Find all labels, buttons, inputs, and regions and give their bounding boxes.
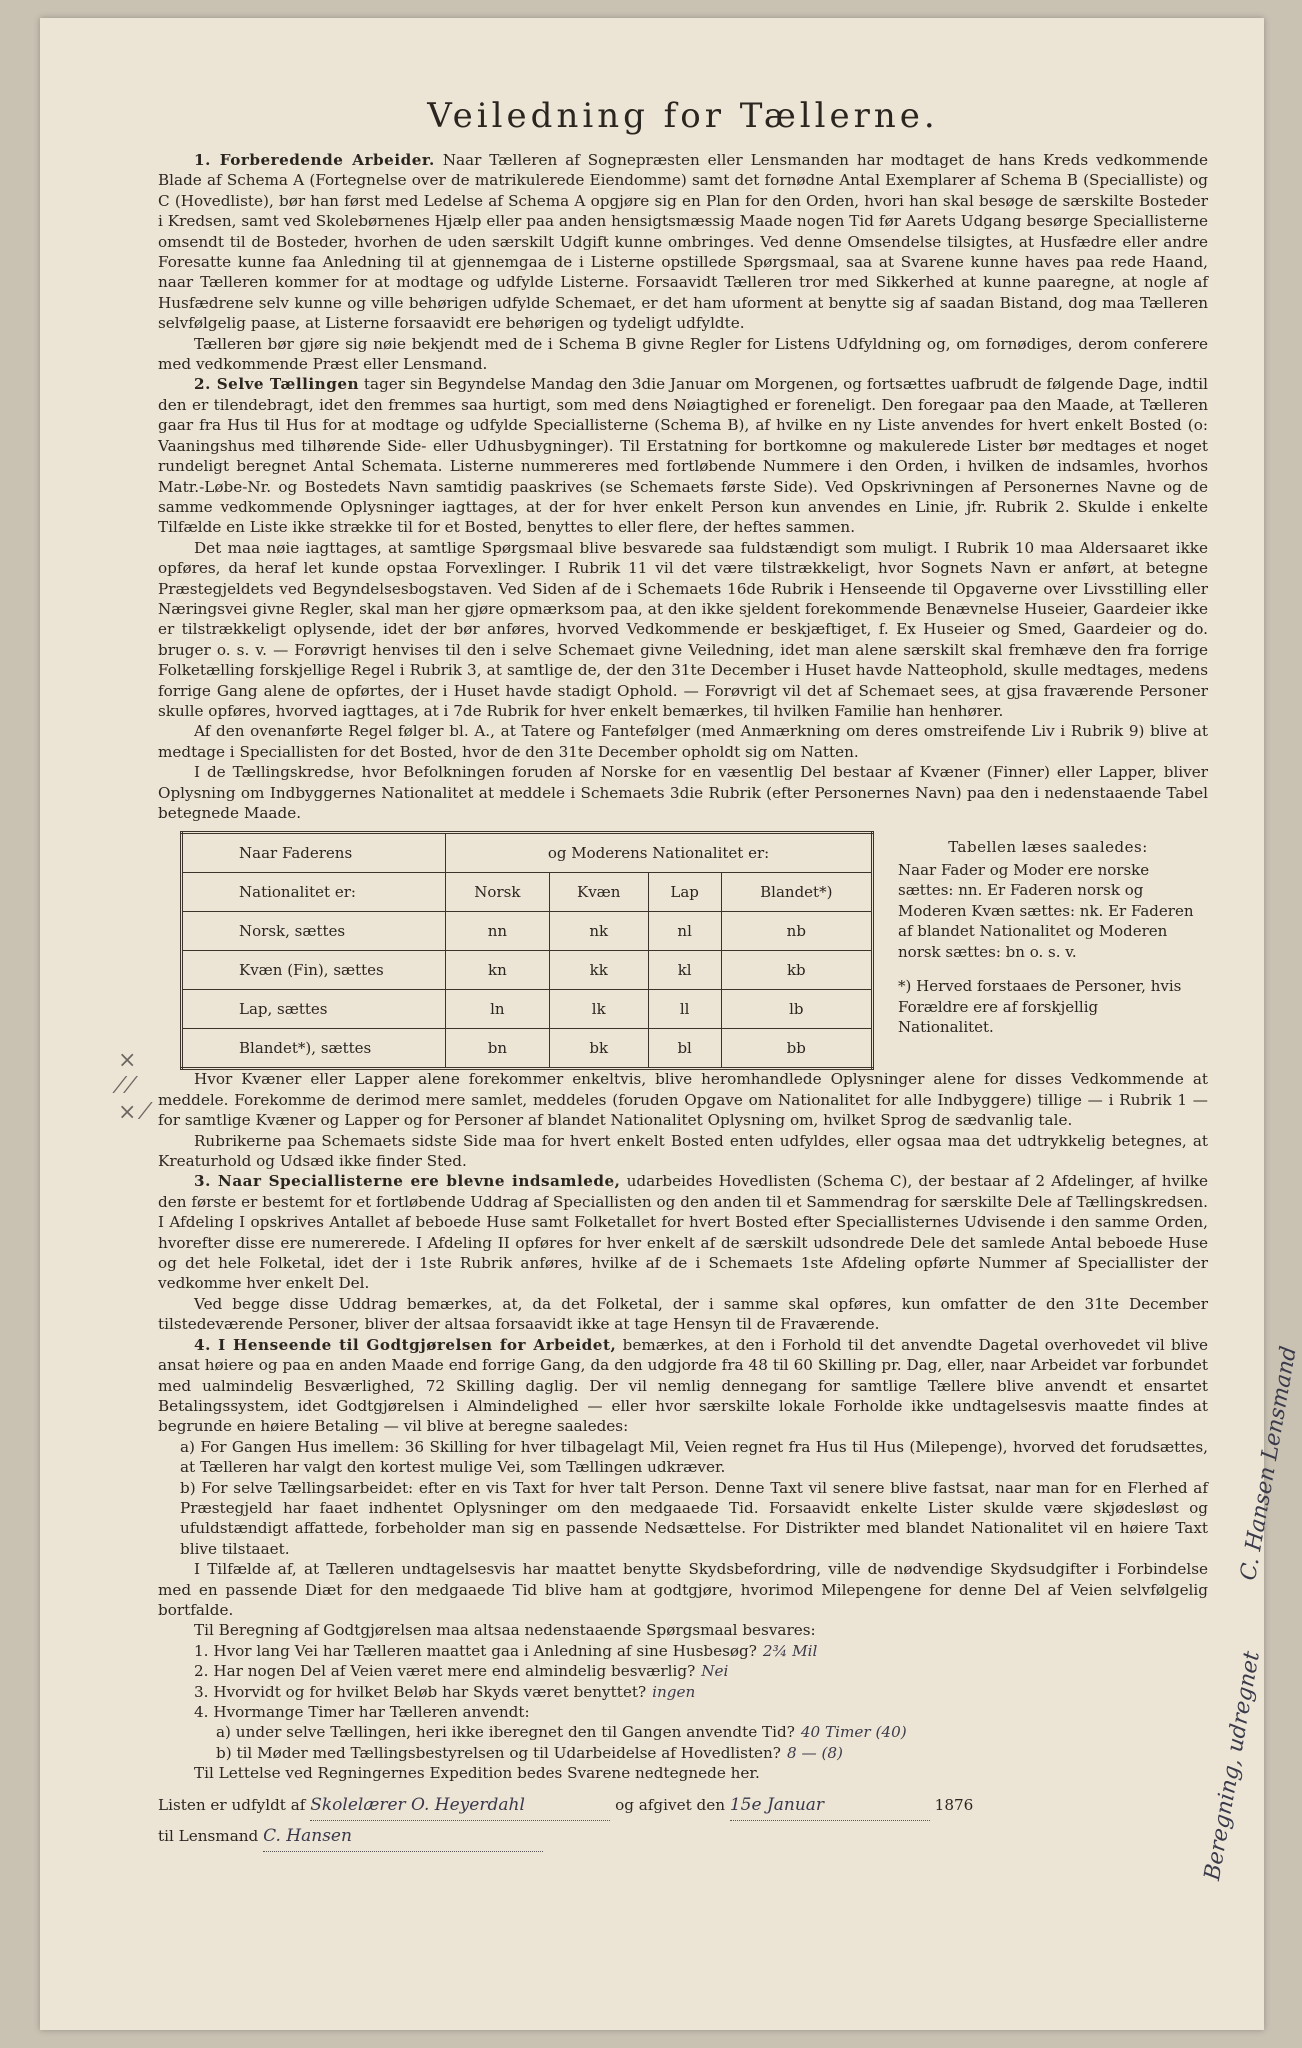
table-head-father-1: Naar Faderens bbox=[182, 833, 446, 873]
nationality-table-area bbox=[158, 831, 1208, 1063]
after-table-paragraph-1: Hvor Kvæner eller Lapper alene forekommer enkeltvis, blive heromhandlede Oplysninger alene for disses Vedkommende at meddele. Forekomme de derimod mere samlet, meddeles (foruden Opgave om Nationalitet for alle Indbyggere) tillige — i Rubrik 1 — for samtlige Kvæner og Lapper og for Personer af blandet Nationalitet Oplysning om, hvilket Sprog de sædvanlig tale. bbox=[158, 1070, 1208, 1130]
answer-2[interactable]: Nei bbox=[701, 1662, 729, 1681]
table-explanation bbox=[898, 837, 1198, 1038]
table-cell: kb bbox=[721, 951, 872, 990]
question-2-text: 2. Har nogen Del af Veien været mere end almindelig besværlig? bbox=[194, 1662, 696, 1681]
question-1 bbox=[194, 1641, 1208, 1661]
delivered-date[interactable]: 15e Januar bbox=[730, 1790, 930, 1821]
section-4-item-a: a) For Gangen Hus imellem: 36 Skilling for hver tilbagelagt Mil, Veien regnet fra Hus til Hus (Milepenge), hvorved det forudsættes, at Tælleren har valgt den kortest mulige Vei, som Tællingen udkræver. bbox=[180, 1437, 1208, 1477]
section-3-paragraph-2: Ved begge disse Uddrag bemærkes, at, da det Folketal, der i samme skal opføres, kun omfatter de den 31te December tilstedeværende Personer, bliver der altsaa forsaavidt ikke at tage Hensyn til de Fraværende. bbox=[158, 1294, 1208, 1334]
answer-4a[interactable]: 40 Timer (40) bbox=[800, 1723, 907, 1742]
section-1-paragraph-2: Tælleren bør gjøre sig nøie bekjendt med de i Schema B givne Regler for Listens Udfyldning og, om fornødiges, derom conferere med vedkommende Præst eller Lensmand. bbox=[158, 334, 1208, 374]
question-3-text: 3. Hvorvidt og for hvilket Beløb har Skyds været benyttet? bbox=[194, 1682, 647, 1701]
section-1-paragraph bbox=[158, 150, 1208, 334]
table-note-heading: Tabellen læses saaledes: bbox=[948, 838, 1148, 857]
answer-4b[interactable]: 8 — (8) bbox=[786, 1743, 843, 1762]
table-cell: lk bbox=[549, 990, 648, 1029]
table-col-header: Norsk bbox=[446, 873, 550, 912]
delivered-label: og afgivet den bbox=[615, 1795, 726, 1814]
document-page bbox=[40, 18, 1302, 2030]
section-4-paragraph-2: I Tilfælde af, at Tælleren undtagelsesvis har maattet benytte Skydsbefordring, ville de nødvendige Skydsudgifter i Forbindelse med en passende Diæt for den medgaaede Tid blive ham at godtgjøre, hvorimod Milepengene for denne Del af Veien selvfølgelig bortfalde. bbox=[158, 1560, 1208, 1619]
section-2-paragraph-2: Det maa nøie iagttages, at samtlige Spørgsmaal blive besvarede saa fuldstændigt som muligt. I Rubrik 10 maa Aldersaaret ikke opføres, da heraf let kunde opstaa Forvexlinger. I Rubrik 11 vil det være tilstrækkeligt, hvor Sognets Navn er anført, at betegne Præstegjeldets ved Begyndelsesbogstaven. Ved Siden af de i Schemaets 16de Rubrik i Henseende til Opgaverne over Livsstilling eller Næringsvei givne Regler, skal man her gjøre opmærksom paa, at den ikke sjeldent forekommende Benævnelse Huseier, Gaardeier ikke er tilstrækkeligt oplysende, idet der bør anføres, hvorved Vedkommende er beskjæftiget, f. Ex Huseier og Smed, Gaardeier og do. bruger o. s. v. — Forøvrigt henvises til den i selve Schemaet givne Veiledning, idet man alene særskilt skal fremhæve den fra forrige Folketælling forskjellige Regel i Rubrik 3, at samtlige de, der den 31te December i Huset havde Natteophold, skulle medtages, medens forrige Gang alene de opførtes, der i Huset havde stadigt Ophold. — Forøvrigt vil det af Schemaet sees, at gjsa fraværende Personer skulle opføres, hvorved iagttages, at i 7de Rubrik for hver enkelt bemærkes, til hvilken Familie han henhører. bbox=[158, 538, 1208, 720]
lensmand-label: til Lensmand bbox=[158, 1826, 259, 1845]
question-list bbox=[194, 1641, 1208, 1763]
signature-line-2 bbox=[158, 1821, 1208, 1852]
section-2-paragraph bbox=[158, 374, 1208, 537]
table-cell: kl bbox=[648, 951, 721, 990]
question-4b bbox=[194, 1743, 1208, 1763]
section-3-heading: 3. Naar Speciallisterne ere blevne indsamlede, bbox=[194, 1172, 621, 1191]
margin-pencil-marks: × ⁄ ⁄ × ⁄ bbox=[118, 1048, 148, 1125]
section-4-heading: 4. I Henseende til Godtgjørelsen for Arbeidet, bbox=[194, 1335, 617, 1354]
section-1-text: Naar Tælleren af Sognepræsten eller Lensmanden har modtaget de hans Kreds vedkommende Blade af Schema A (Fortegnelse over de matrikulerede Eiendomme) samt det fornødne Antal Exemplarer af Schema B (Specialliste) og C (Hovedliste), bør han først med Ledelse af Schema A opgjøre sig en Plan for den Orden, hvori han skal besøge de særskilte Bosteder i Kredsen, samt ved Skolebørnenes Hjælp eller paa anden hensigtsmæssig Maade nogen Tid før Aarets Udgang besørge Speciallisterne omsendt til de Bosteder, hvorhen de uden særskilt Udgift kunne ombringes. Ved denne Omsendelse tilsigtes, at Husfædre eller andre Foresatte kunne faa Anledning til at gjennemgaa de i Listerne opstillede Spørgsmaal, saa at Svarene kunne haves paa rede Haand, naar Tælleren kommer for at modtage og udfylde Listerne. Forsaavidt Tælleren tror med Sikkerhed at kunne paaregne, at nogle af Husfædrene selv kunne og ville behørigen udfylde Schemaet, er det ham uforment at benytte sig af saadan Bistand, dog maa Tælleren selvfølgelig paase, at Listerne forsaavidt ere behørigen og tydeligt udfyldte. bbox=[158, 151, 1208, 333]
filled-by-signature[interactable]: Skolelærer O. Heyerdahl bbox=[310, 1790, 610, 1821]
table-head-father-2: Nationalitet er: bbox=[182, 873, 446, 912]
table-row-label: Norsk, sættes bbox=[182, 912, 446, 951]
table-cell: bk bbox=[549, 1029, 648, 1069]
table-footnote: *) Herved forstaaes de Personer, hvis Forældre ere af forskjellig Nationalitet. bbox=[898, 977, 1182, 1037]
signature-block bbox=[158, 1790, 1208, 1852]
question-4a-text: a) under selve Tællingen, heri ikke iberegnet den til Gangen anvendte Tid? bbox=[216, 1723, 795, 1742]
question-4b-text: b) til Møder med Tællingsbestyrelsen og til Udarbeidelse af Hovedlisten? bbox=[216, 1743, 781, 1762]
table-cell: nb bbox=[721, 912, 872, 951]
section-4-paragraph bbox=[158, 1335, 1208, 1437]
table-cell: ll bbox=[648, 990, 721, 1029]
document-body bbox=[158, 96, 1208, 1852]
question-1-text: 1. Hvor lang Vei har Tælleren maattet gaa i Anledning af sine Husbesøg? bbox=[194, 1641, 757, 1660]
table-cell: nl bbox=[648, 912, 721, 951]
year: 1876 bbox=[934, 1795, 974, 1814]
section-4-item-b: b) For selve Tællingsarbeidet: efter en vis Taxt for hver talt Person. Denne Taxt vil senere blive fastsat, naar man for en Flerhed af Præstegjeld har faaet indhentet Oplysninger om den medgaaede Tid. Forsaavidt enkelte Lister skulde være skjødesløst og ufuldstændigt affattede, forbeholder man sig en passende Nedsættelse. For Distrikter med blandet Nationalitet vil en høiere Taxt blive tilstaaet. bbox=[180, 1478, 1208, 1558]
question-2 bbox=[194, 1661, 1208, 1681]
answer-1[interactable]: 2¾ Mil bbox=[762, 1641, 818, 1660]
section-2-text: tager sin Begyndelse Mandag den 3die Januar om Morgenen, og fortsættes uafbrudt de følgende Dage, indtil den er tilendebragt, idet den fremmes saa hurtigt, som med dens Nøiagtighed er foreneligt. Den foregaar paa den Maade, at Tælleren gaar fra Hus til Hus for at modtage og udfylde Speciallisterne (Schema B), af hvilke en ny Liste anvendes for hvert enkelt Bosted (o: Vaaningshus med tilhørende Side- eller Udhusbygninger). Til Erstatning for bortkomne og makulerede Lister bør medtages et noget rundeligt beregnet Antal Schemata. Listerne nummereres med fortløbende Nummere i den Orden, i hvilken de indsamles, hvorhos Matr.-Løbe-Nr. og Bostedets Navn samtidig paaskrives (se Schemaets første Side). Ved Opskrivningen af Personernes Navne og de samme vedkommende Oplysninger iagttages, at der for hver enkelt Person kun anvendes en Linie, jfr. Rubrik 2. Skulde i enkelte Tilfælde en Liste ikke strække til for et Bosted, benyttes to eller flere, der heftes sammen. bbox=[158, 375, 1209, 537]
table-row bbox=[182, 1029, 873, 1069]
table-col-header: Kvæn bbox=[549, 873, 648, 912]
page-title: Veiledning for Tællerne. bbox=[427, 96, 939, 136]
section-4-paragraph-3: Til Beregning af Godtgjørelsen maa altsaa nedenstaaende Spørgsmaal besvares: bbox=[194, 1621, 816, 1640]
filled-by-label: Listen er udfyldt af bbox=[158, 1795, 306, 1814]
table-col-header: Lap bbox=[648, 873, 721, 912]
table-row bbox=[182, 912, 873, 951]
question-3 bbox=[194, 1682, 1208, 1702]
margin-handwritten-note-2: C. Hansen Lensmand bbox=[1236, 1344, 1302, 1583]
lensmand-signature[interactable]: C. Hansen bbox=[263, 1821, 543, 1852]
section-2-paragraph-3: Af den ovenanførte Regel følger bl. A., at Tatere og Fantefølger (med Anmærkning om deres omstreifende Liv i Rubrik 9) blive at medtage i Speciallisten for det Bosted, hvor de den 31te December opholdt sig om Natten. bbox=[158, 722, 1208, 761]
section-3-text: udarbeides Hovedlisten (Schema C), der bestaar af 2 Afdelinger, af hvilke den første er bestemt for et fortløbende Uddrag af Speciallisten og den anden til et Sammendrag for særskilte Dele af Tællingskredsen. I Afdeling I opskrives Antallet af beboede Huse samt Folketallet for hvert Bosted efter Speciallisternes Udvisende i den samme Orden, hvorefter disse ere numererede. I Afdeling II opføres for hver enkelt af de særskilt udsondrede Dele det samlede Antal beboede Huse og det hele Folketal, idet der i 1ste Rubrik anføres, hvilke af de i Schemaets 1ste Afdeling opførte Nummer af Speciallister der vedkomme hver enkelt Del. bbox=[158, 1172, 1209, 1293]
table-cell: ln bbox=[446, 990, 550, 1029]
table-row bbox=[182, 990, 873, 1029]
section-2-paragraph-4: I de Tællingskredse, hvor Befolkningen foruden af Norske for en væsentlig Del bestaar af Kvæner (Finner) eller Lapper, bliver Oplysning om Indbyggernes Nationalitet at meddele i Schemaets 3die Rubrik (efter Personernes Navn) paa den i nedenstaaende Tabel betegnede Maade. bbox=[158, 763, 1208, 822]
table-row bbox=[182, 951, 873, 990]
table-col-header: Blandet*) bbox=[721, 873, 872, 912]
section-4-text: bemærkes, at den i Forhold til det anvendte Dagetal overhovedet vil blive ansat høiere og paa en anden Maade end forrige Gang, da den udgjorde fra 48 til 60 Skilling pr. Dag, eller, naar Arbeidet var forbundet med ualmindelig Besværlighed, 72 Skilling daglig. Der vil nemlig dennegang for samtlige Tællere blive anvendt et ensartet Betalingssystem, idet Godtgjørelsen i Almindelighed — eller hvor særskilte lokale Forholde ikke undtagelsesvis maatte findes at begrunde en høiere Betaling — vil blive at beregne saaledes: bbox=[158, 1335, 1209, 1436]
table-cell: kk bbox=[549, 951, 648, 990]
section-4-paragraph-4: Til Lettelse ved Regningernes Expedition bedes Svarene nedtegnede her. bbox=[194, 1764, 760, 1783]
table-cell: nn bbox=[446, 912, 550, 951]
question-4-text: 4. Hvormange Timer har Tælleren anvendt: bbox=[194, 1703, 530, 1721]
table-cell: nk bbox=[549, 912, 648, 951]
section-1-heading: 1. Forberedende Arbeider. bbox=[194, 151, 435, 169]
table-head-mother: og Moderens Nationalitet er: bbox=[446, 833, 873, 873]
table-row-label: Blandet*), sættes bbox=[182, 1029, 446, 1069]
nationality-table bbox=[180, 831, 874, 1070]
table-note-text: Naar Fader og Moder ere norske sættes: nn. Er Faderen norsk og Moderen Kvæn sættes: nk. Er Faderen af blandet Nationalitet og Moderen norsk sættes: bn o. s. v. bbox=[898, 860, 1194, 961]
table-cell: kn bbox=[446, 951, 550, 990]
after-table-paragraph-2: Rubrikerne paa Schemaets sidste Side maa for hvert enkelt Bosted enten udfyldes, eller ogsaa maa det udtrykkelig betegnes, at Kreaturhold og Udsæd ikke finder Sted. bbox=[158, 1131, 1208, 1171]
section-2-heading: 2. Selve Tællingen bbox=[194, 375, 360, 394]
section-3-paragraph bbox=[158, 1171, 1208, 1293]
question-4a bbox=[194, 1722, 1208, 1742]
table-cell: bl bbox=[648, 1029, 721, 1069]
question-4 bbox=[194, 1702, 1208, 1722]
margin-handwritten-note-1: Beregning, udregnet bbox=[1200, 1649, 1265, 1883]
table-cell: bn bbox=[446, 1029, 550, 1069]
signature-line-1 bbox=[158, 1790, 1208, 1821]
answer-3[interactable]: ingen bbox=[652, 1682, 696, 1701]
table-row-label: Kvæn (Fin), sættes bbox=[182, 951, 446, 990]
table-cell: bb bbox=[721, 1029, 872, 1069]
table-row-label: Lap, sættes bbox=[182, 990, 446, 1029]
table-cell: lb bbox=[721, 990, 872, 1029]
